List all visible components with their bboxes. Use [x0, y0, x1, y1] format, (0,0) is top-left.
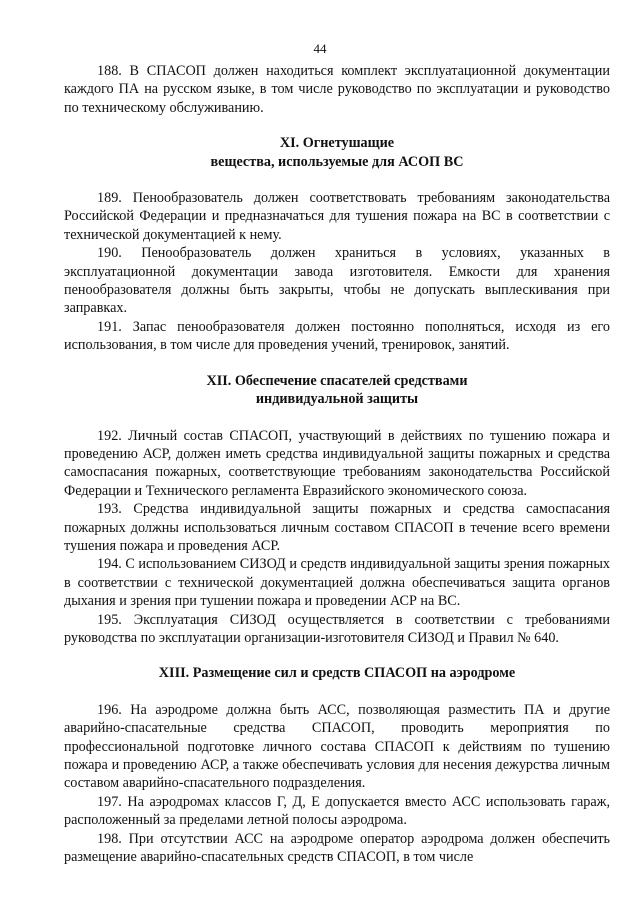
paragraph-190: 190. Пенообразователь должен храниться в условиях, указанных в эксплуатационной документации завода изготовителя. Емкости для хранения пенообразователя должны быть закрыты, чтобы не допускать выплескивания при заправках. [64, 245, 610, 317]
section-heading-xi [64, 134, 610, 171]
page-number: 44 [313, 41, 327, 56]
heading-line: XI. Огнетушащие [279, 135, 395, 152]
paragraph-191: 191. Запас пенообразователя должен постоянно пополняться, исходя из его использования, в том числе для проведения учений, тренировок, занятий. [64, 318, 610, 354]
paragraph-197: 197. На аэродромах классов Г, Д, Е допускается вместо АСС использовать гараж, расположенный за пределами летной полосы аэродрома. [64, 793, 610, 829]
paragraph-198: 198. При отсутствии АСС на аэродроме оператор аэродрома должен обеспечить размещение аварийно-спасательных средств СПАСОП, в том числе [64, 830, 610, 866]
heading-line: индивидуальной защиты [255, 391, 419, 408]
heading-line: вещества, используемые для АСОП ВС [210, 153, 464, 170]
paragraph-189: 189. Пенообразователь должен соответствовать требованиям законодательства Российской Федерации и предназначаться для тушения пожара на ВС в соответствии с технической документацией к нему. [64, 190, 610, 243]
section-heading-xiii [64, 664, 610, 682]
paragraph-195: 195. Эксплуатация СИЗОД осуществляется в соответствии с требованиями руководства по эксплуатации организации-изготовителя СИЗОД и Правил № 640. [64, 611, 610, 646]
document-body [64, 62, 610, 866]
paragraph-193: 193. Средства индивидуальной защиты пожарных и средства самоспасания пожарных должны использоваться личным составом СПАСОП в течение всего времени тушения пожара и проведения АСР. [64, 501, 610, 554]
heading-line: XIII. Размещение сил и средств СПАСОП на аэродроме [158, 665, 516, 682]
paragraph-188: 188. В СПАСОП должен находиться комплект эксплуатационной документации каждого ПА на русском языке, в том числе руководство по эксплуатации и руководство по техническому обслуживанию. [64, 63, 610, 116]
heading-line: XII. Обеспечение спасателей средствами [206, 372, 468, 389]
paragraph-194: 194. С использованием СИЗОД и средств индивидуальной защиты зрения пожарных в соответствии с технической документацией должна обеспечиваться защита органов дыхания и зрения при тушении пожара и проведении АСР на ВС. [64, 556, 610, 610]
paragraph-196: 196. На аэродроме должна быть АСС, позволяющая разместить ПА и другие аварийно-спасательные средства СПАСОП, проводить мероприятия по профессиональной подготовке личного состава СПАСОП к действиям по тушению пожара и проведению АСР, а также обеспечивать условия для несения дежурства личным составом аварийно-спасательного подразделения. [64, 701, 610, 792]
paragraph-192: 192. Личный состав СПАСОП, участвующий в действиях по тушению пожара и проведению АСР, должен иметь средства индивидуальной защиты пожарных и средства самоспасания пожарных, соответствующие требованиям законодательства Российской Федерации и Технического регламента Евразийского экономического союза. [64, 427, 610, 499]
section-heading-xii [64, 372, 610, 409]
